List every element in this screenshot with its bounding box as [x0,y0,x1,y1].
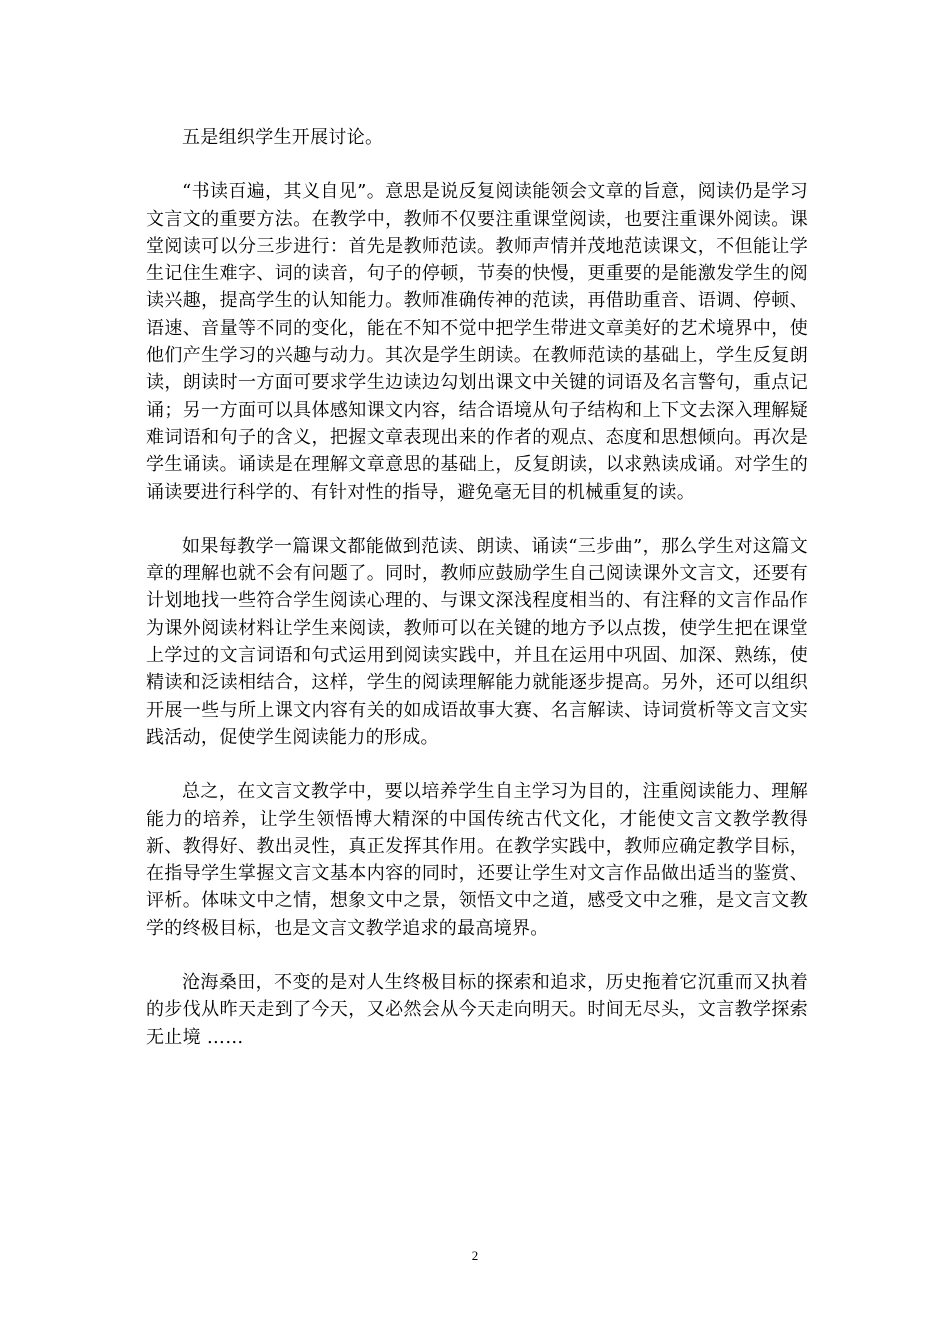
page-body [146,124,808,1051]
paragraph-reading-method: “书读百遍，其义自见”。意思是说反复阅读能领会文章的旨意，阅读仍是学习文言文的重要方法。在教学中，教师不仅要注重课堂阅读，也要注重课外阅读。课堂阅读可以分三步进行：首先是教师范读。教师声情并茂地范读课文，不但能让学生记住生难字、词的读音，句子的停顿，节奏的快慢，更重要的是能激发学生的阅读兴趣，提高学生的认知能力。教师准确传神的范读，再借助重音、语调、停顿、语速、音量等不同的变化，能在不知不觉中把学生带进文章美好的艺术境界中，使他们产生学习的兴趣与动力。其次是学生朗读。在教师范读的基础上，学生反复朗读，朗读时一方面可要求学生边读边勾划出课文中关键的词语及名言警句，重点记诵；另一方面可以具体感知课文内容，结合语境从句子结构和上下文去深入理解疑难词语和句子的含义，把握文章表现出来的作者的观点、态度和思想倾向。再次是学生诵读。诵读是在理解文章意思的基础上，反复朗读，以求熟读成诵。对学生的诵读要进行科学的、有针对性的指导，避免毫无目的机械重复的读。 [146,181,808,503]
paragraph-summary: 总之，在文言文教学中，要以培养学生自主学习为目的，注重阅读能力、理解能力的培养，让学生领悟博大精深的中国传统古代文化，才能使文言文教学教得新、教得好、教出灵性，真正发挥其作用。在教学实践中，教师应确定教学目标，在指导学生掌握文言文基本内容的同时，还要让学生对文言作品做出适当的鉴赏、评析。体味文中之情，想象文中之景，领悟文中之道，感受文中之雅，是文言文教学的终极目标，也是文言文教学追求的最高境界。 [146,781,808,939]
paragraph-three-steps: 如果每教学一篇课文都能做到范读、朗读、诵读“三步曲”，那么学生对这篇文章的理解也就不会有问题了。同时，教师应鼓励学生自己阅读课外文言文，还要有计划地找一些符合学生阅读心理的、与课文深浅程度相当的、有注释的文言作品作为课外阅读材料让学生来阅读，教师可以在关键的地方予以点拨，使学生把在课堂上学过的文言词语和句式运用到阅读实践中，并且在运用中巩固、加深、熟练，使精读和泛读相结合，这样，学生的阅读理解能力就能逐步提高。另外，还可以组织开展一些与所上课文内容有关的如成语故事大赛、名言解读、诗词赏析等文言文实践活动，促使学生阅读能力的形成。 [146,535,808,748]
page-number: 2 [471,1248,479,1263]
paragraph-intro: 五是组织学生开展讨论。 [182,127,384,148]
paragraph-conclusion: 沧海桑田，不变的是对人生终极目标的探索和追求，历史拖着它沉重而又执着的步伐从昨天走到了今天，又必然会从今天走向明天。时间无尽头，文言教学探索无止境 …… [146,972,808,1048]
